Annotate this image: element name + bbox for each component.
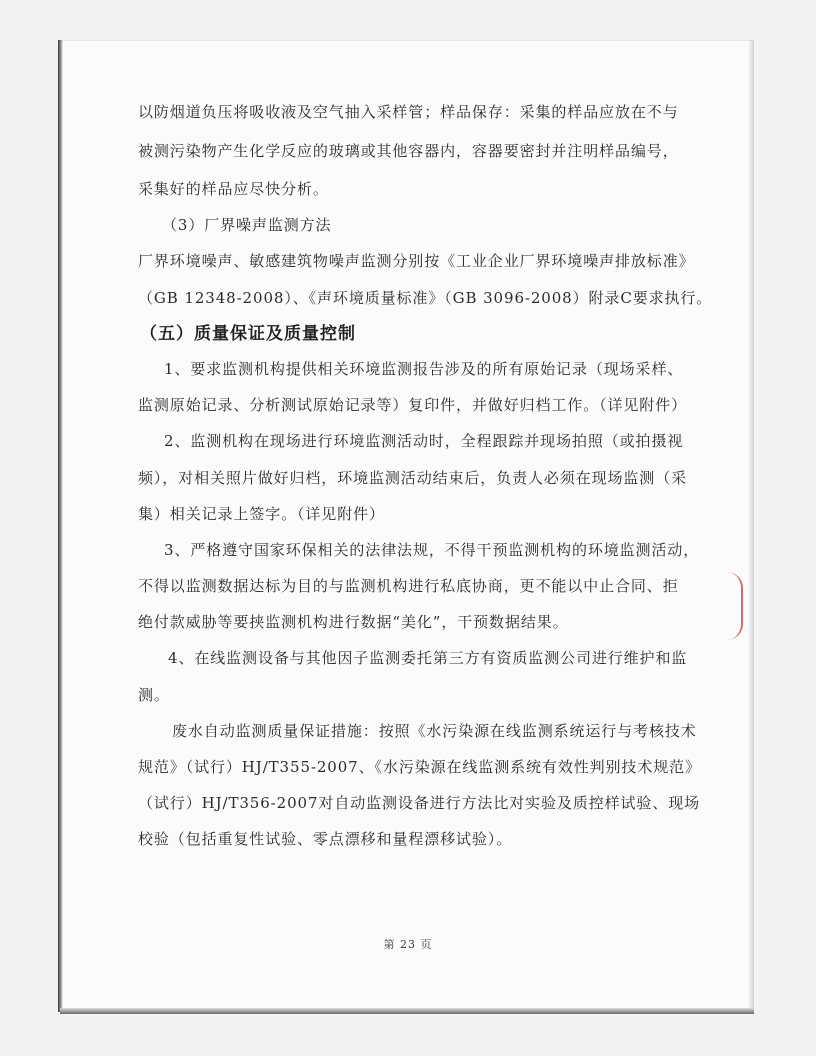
text-line: 废水自动监测质量保证措施：按照《水污染源在线监测系统运行与考核技术 — [172, 722, 697, 740]
text-line: 校验（包括重复性试验、零点漂移和量程漂移试验）。 — [138, 830, 513, 848]
text-line: （GB 12348-2008）、《声环境质量标准》（GB 3096-2008）附录C要求执行。 — [138, 289, 713, 307]
text-line: 测。 — [138, 686, 170, 704]
text-line: 频），对相关照片做好归档，环境监测活动结束后，负责人必须在现场监测（采 — [138, 469, 688, 487]
text-line: 规范》（试行）HJ/T355-2007、《水污染源在线监测系统有效性判别技术规范》 — [138, 758, 701, 776]
text-line: 以防烟道负压将吸收液及空气抽入采样管；样品保存：采集的样品应放在不与 — [138, 103, 679, 121]
text-line: 不得以监测数据达标为目的与监测机构进行私底协商，更不能以中止合同、拒 — [138, 577, 679, 595]
section-heading-quality: （五）质量保证及质量控制 — [140, 324, 356, 344]
page-left-edge-shadow — [58, 40, 63, 1012]
page-right-edge — [748, 40, 754, 1012]
subheading-noise-method: （3）厂界噪声监测方法 — [162, 216, 332, 234]
text-line: 1、要求监测机构提供相关环境监测报告涉及的所有原始记录（现场采样、 — [164, 360, 684, 378]
text-line: 厂界环境噪声、敏感建筑物噪声监测分别按《工业企业厂界环境噪声排放标准》 — [138, 252, 695, 270]
text-line: 采集好的样品应尽快分析。 — [138, 180, 329, 198]
text-line: 绝付款威胁等要挟监测机构进行数据“美化”，干预数据结果。 — [138, 613, 569, 631]
text-line: 2、监测机构在现场进行环境监测活动时，全程跟踪并现场拍照（或拍摄视 — [164, 432, 684, 450]
text-line: 4、在线监测设备与其他因子监测委托第三方有资质监测公司进行维护和监 — [168, 649, 688, 667]
text-line: （试行）HJ/T356-2007对自动监测设备进行方法比对实验及质控样试验、现场 — [138, 794, 701, 812]
text-line: 3、严格遵守国家环保相关的法律法规，不得干预监测机构的环境监测活动， — [164, 541, 700, 559]
page-bottom-edge-shadow — [60, 1008, 754, 1014]
red-seal-mark — [727, 572, 743, 640]
page-number: 第 23 页 — [383, 938, 433, 951]
text-line: 集）相关记录上签字。（详见附件） — [138, 505, 385, 523]
text-line: 被测污染物产生化学反应的玻璃或其他容器内，容器要密封并注明样品编号， — [138, 142, 679, 160]
text-line: 监测原始记录、分析测试原始记录等）复印件，并做好归档工作。（详见附件） — [138, 396, 688, 414]
